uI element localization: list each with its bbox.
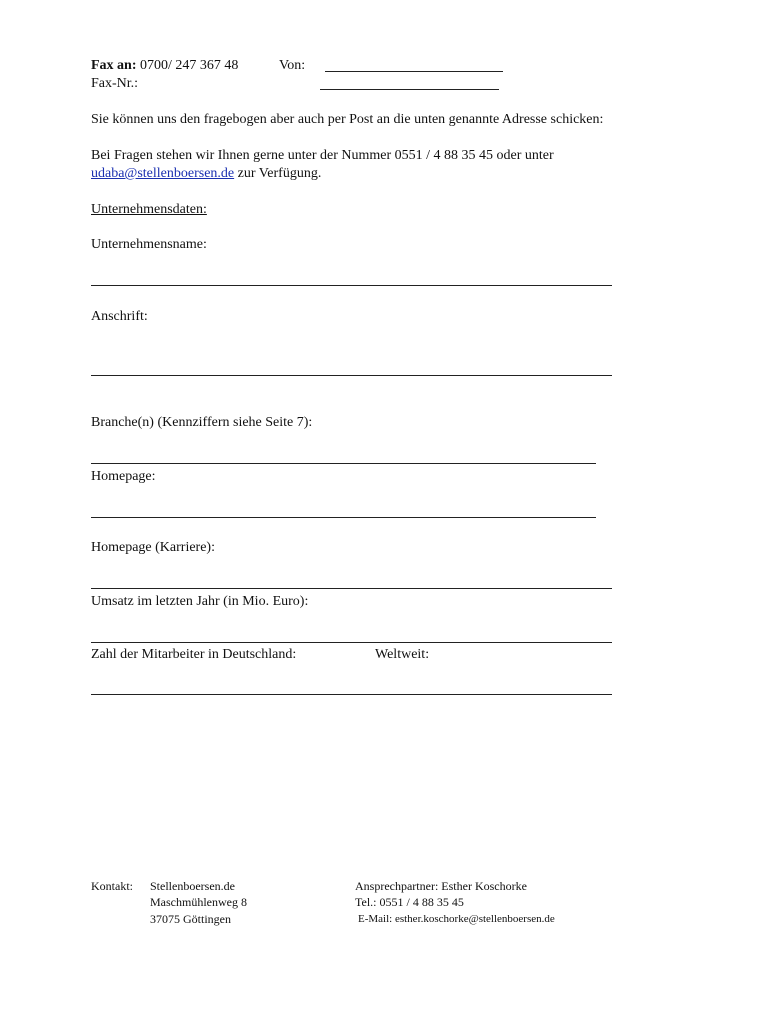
footer-company: Stellenboersen.de xyxy=(150,879,235,893)
homepage-career-label: Homepage (Karriere): xyxy=(91,540,215,555)
questions-text: Bei Fragen stehen wir Ihnen gerne unter der Nummer 0551 / 4 88 35 45 oder unter xyxy=(91,148,554,163)
branch-label: Branche(n) (Kennziffern siehe Seite 7): xyxy=(91,415,313,430)
questions-suffix: zur Verfügung. xyxy=(237,166,322,181)
fax-label: Fax an: xyxy=(91,58,137,73)
footer-city: 37075 Göttingen xyxy=(150,912,231,926)
company-name-label: Unternehmensname: xyxy=(91,237,207,252)
address-label: Anschrift: xyxy=(91,309,148,324)
faxnr-label: Fax-Nr.: xyxy=(91,76,139,91)
footer-contact-person: Ansprechpartner: Esther Koschorke xyxy=(355,879,527,893)
employees-world-label: Weltweit: xyxy=(375,647,430,662)
address-field-line[interactable] xyxy=(91,375,612,376)
employees-field-line[interactable] xyxy=(91,694,612,695)
revenue-label: Umsatz im letzten Jahr (in Mio. Euro): xyxy=(91,594,309,609)
homepage-career-field-line[interactable] xyxy=(91,588,612,589)
questions-contact-line xyxy=(91,165,321,182)
von-label: Von: xyxy=(279,58,306,73)
footer-phone: Tel.: 0551 / 4 88 35 45 xyxy=(355,895,464,909)
fax-number: 0700/ 247 367 48 xyxy=(140,58,239,73)
contact-label: Kontakt: xyxy=(91,879,133,893)
company-name-field-line[interactable] xyxy=(91,285,612,286)
section-title: Unternehmensdaten: xyxy=(91,202,207,217)
homepage-label: Homepage: xyxy=(91,469,156,484)
employees-de-label: Zahl der Mitarbeiter in Deutschland: xyxy=(91,647,297,662)
faxnr-field-line[interactable] xyxy=(320,89,499,90)
von-field-line[interactable] xyxy=(325,71,503,72)
revenue-field-line[interactable] xyxy=(91,642,612,643)
email-link[interactable]: udaba@stellenboersen.de xyxy=(91,166,235,181)
branch-field-line[interactable] xyxy=(91,463,596,464)
fax-to-line xyxy=(91,57,238,74)
footer-street: Maschmühlenweg 8 xyxy=(150,895,247,909)
footer-email: E-Mail: esther.koschorke@stellenboersen.de xyxy=(358,913,555,925)
post-instructions: Sie können uns den fragebogen aber auch per Post an die unten genannte Adresse schicken: xyxy=(91,112,604,127)
homepage-field-line[interactable] xyxy=(91,517,596,518)
